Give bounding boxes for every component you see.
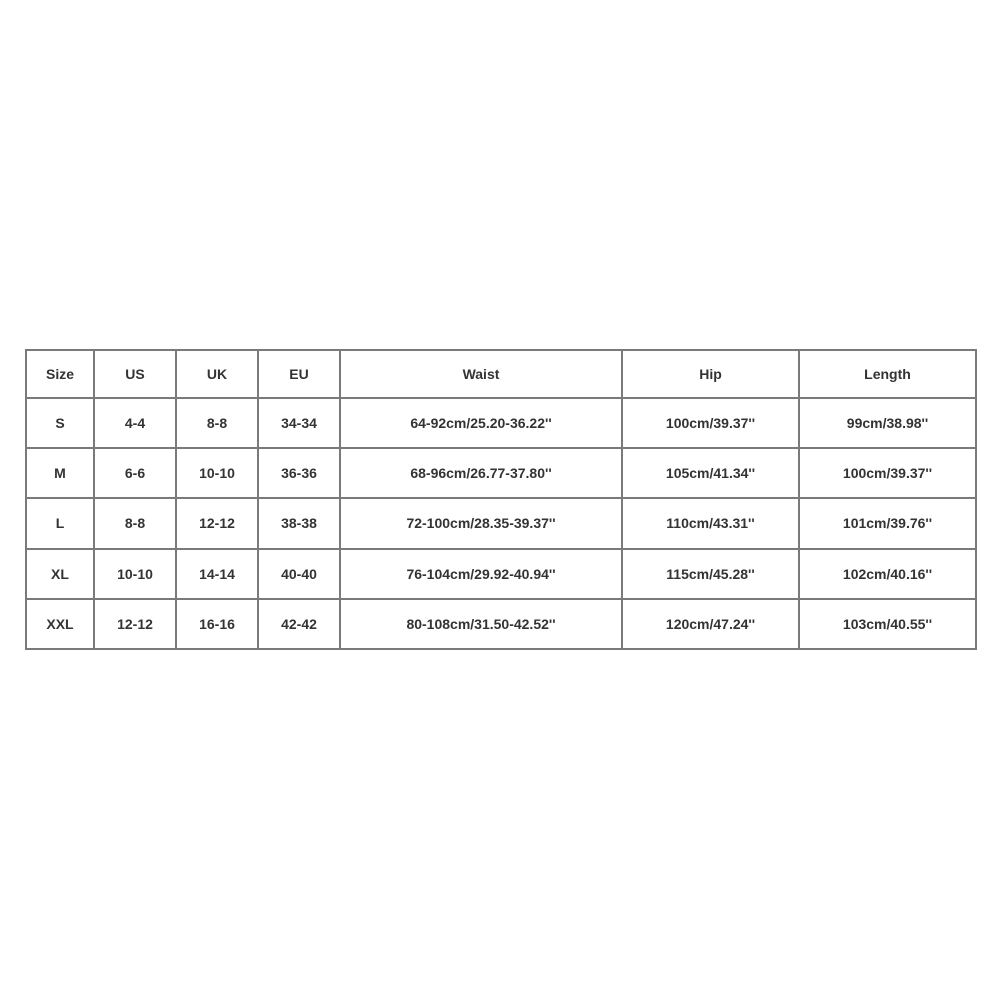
header-uk: UK bbox=[176, 350, 258, 398]
cell-uk: 10-10 bbox=[176, 448, 258, 498]
header-eu: EU bbox=[258, 350, 340, 398]
header-row bbox=[26, 350, 976, 398]
cell-eu: 40-40 bbox=[258, 549, 340, 599]
header-size: Size bbox=[26, 350, 94, 398]
header-waist: Waist bbox=[340, 350, 622, 398]
header-length: Length bbox=[799, 350, 976, 398]
cell-eu: 42-42 bbox=[258, 599, 340, 649]
cell-size: L bbox=[26, 498, 94, 548]
cell-us: 4-4 bbox=[94, 398, 176, 448]
cell-eu: 36-36 bbox=[258, 448, 340, 498]
cell-size: XL bbox=[26, 549, 94, 599]
table-row bbox=[26, 549, 976, 599]
cell-eu: 38-38 bbox=[258, 498, 340, 548]
cell-uk: 16-16 bbox=[176, 599, 258, 649]
cell-us: 8-8 bbox=[94, 498, 176, 548]
cell-hip: 105cm/41.34'' bbox=[622, 448, 799, 498]
cell-us: 12-12 bbox=[94, 599, 176, 649]
header-us: US bbox=[94, 350, 176, 398]
cell-waist: 80-108cm/31.50-42.52'' bbox=[340, 599, 622, 649]
cell-length: 101cm/39.76'' bbox=[799, 498, 976, 548]
cell-uk: 14-14 bbox=[176, 549, 258, 599]
cell-uk: 8-8 bbox=[176, 398, 258, 448]
cell-hip: 115cm/45.28'' bbox=[622, 549, 799, 599]
table-row bbox=[26, 398, 976, 448]
cell-uk: 12-12 bbox=[176, 498, 258, 548]
cell-us: 10-10 bbox=[94, 549, 176, 599]
cell-eu: 34-34 bbox=[258, 398, 340, 448]
header-hip: Hip bbox=[622, 350, 799, 398]
cell-hip: 100cm/39.37'' bbox=[622, 398, 799, 448]
table-row bbox=[26, 498, 976, 548]
cell-length: 99cm/38.98'' bbox=[799, 398, 976, 448]
cell-waist: 76-104cm/29.92-40.94'' bbox=[340, 549, 622, 599]
size-chart-table bbox=[25, 349, 977, 650]
cell-length: 102cm/40.16'' bbox=[799, 549, 976, 599]
table-row bbox=[26, 599, 976, 649]
cell-size: M bbox=[26, 448, 94, 498]
cell-us: 6-6 bbox=[94, 448, 176, 498]
cell-length: 100cm/39.37'' bbox=[799, 448, 976, 498]
cell-size: XXL bbox=[26, 599, 94, 649]
cell-size: S bbox=[26, 398, 94, 448]
cell-length: 103cm/40.55'' bbox=[799, 599, 976, 649]
cell-waist: 68-96cm/26.77-37.80'' bbox=[340, 448, 622, 498]
cell-hip: 120cm/47.24'' bbox=[622, 599, 799, 649]
cell-waist: 64-92cm/25.20-36.22'' bbox=[340, 398, 622, 448]
table-row bbox=[26, 448, 976, 498]
cell-hip: 110cm/43.31'' bbox=[622, 498, 799, 548]
cell-waist: 72-100cm/28.35-39.37'' bbox=[340, 498, 622, 548]
